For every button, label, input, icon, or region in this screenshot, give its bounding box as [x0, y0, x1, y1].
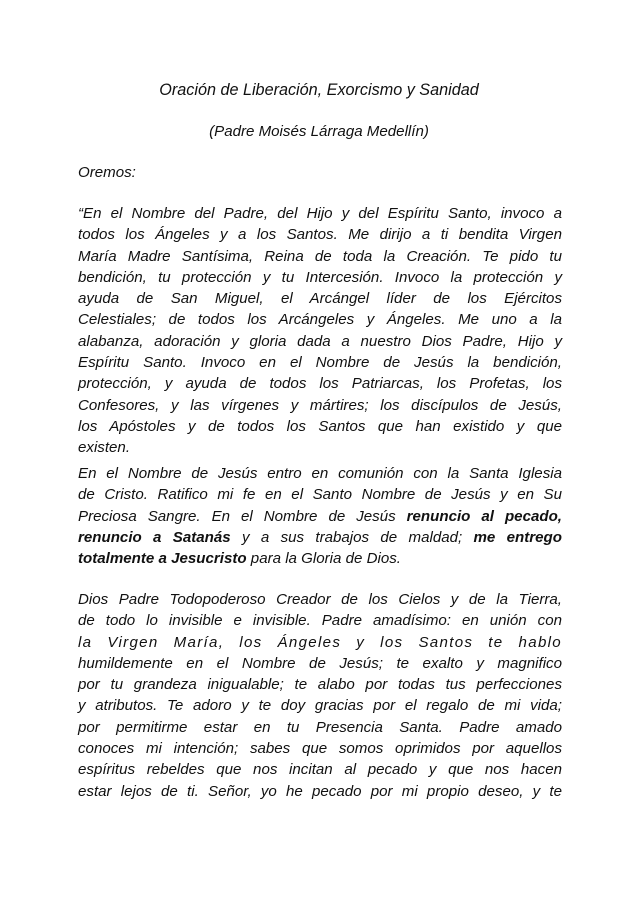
paragraph-invocation — [78, 203, 562, 459]
paragraph-renunciation — [78, 463, 562, 569]
text-line: Celestiales; de todos los Arcángeles y Ángeles. Me uno a la — [78, 311, 562, 329]
text-line: humildemente en el Nombre de Jesús; te exalto y magnifico — [78, 654, 562, 672]
text-line: En el Nombre de Jesús entro en comunión con la Santa Iglesia — [78, 465, 562, 482]
text-line — [78, 548, 562, 569]
text-segment: y a sus trabajos de maldad; — [230, 528, 474, 546]
text-line: Confesores, y las vírgenes y mártires; los discípulos de Jesús, — [78, 396, 562, 414]
text-line: “En el Nombre del Padre, del Hijo y del Espíritu Santo, invoco a — [78, 205, 562, 222]
text-line: la Virgen María, los Ángeles y los Santos te hablo — [78, 633, 562, 651]
paragraph-adoration — [78, 589, 562, 802]
text-line: y atributos. Te adoro y te doy gracias por el regalo de mi vida; — [78, 697, 562, 715]
emphasis-me-entrego: me entrego — [473, 528, 562, 546]
document-title: Oración de Liberación, Exorcismo y Sanidad — [159, 81, 479, 99]
text-line: los Apóstoles y de todos los Santos que han existido y que — [78, 417, 562, 435]
text-segment: para la Gloria de Dios. — [246, 550, 401, 568]
document-subtitle: (Padre Moisés Lárraga Medellín) — [209, 123, 429, 140]
text-line: Dios Padre Todopoderoso Creador de los Cielos y de la Tierra, — [78, 591, 562, 608]
text-line: conoces mi intención; sabes que somos oprimidos por aquellos — [78, 740, 562, 758]
text-line: por tu grandeza inigualable; te alabo por todas tus perfecciones — [78, 676, 562, 694]
text-segment: Preciosa Sangre. En el Nombre de Jesús — [78, 507, 407, 525]
text-line: protección, y ayuda de todos los Patriarcas, los Profetas, los — [78, 375, 562, 393]
text-line: alabanza, adoración y gloria dada a nuestro Dios Padre, Hijo y — [78, 332, 562, 350]
text-line: María Madre Santísima, Reina de toda la Creación. Te pido tu — [78, 247, 562, 265]
text-line: ayuda de San Miguel, el Arcángel líder de los Ejércitos — [78, 290, 562, 308]
text-line: Espíritu Santo. Invoco en el Nombre de Jesús la bendición, — [78, 354, 562, 372]
text-line: por permitirme estar en tu Presencia Santa. Padre amado — [78, 718, 562, 736]
text-line: espíritus rebeldes que nos incitan al pecado y que nos hacen — [78, 761, 562, 779]
text-line: de Cristo. Ratifico mi fe en el Santo Nombre de Jesús y en Su — [78, 486, 562, 504]
emphasis-jesucristo: totalmente a Jesucristo — [78, 550, 247, 568]
text-line: estar lejos de ti. Señor, yo he pecado por mi propio deseo, y te — [78, 782, 562, 800]
text-line — [78, 506, 562, 527]
text-line: existen. — [78, 439, 131, 457]
text-line: bendición, tu protección y tu Intercesión. Invoco la protección y — [78, 268, 562, 286]
text-line: todos los Ángeles y a los Santos. Me dirijo a ti bendita Virgen — [78, 226, 562, 244]
emphasis-renuncio-pecado: renuncio al pecado, — [406, 507, 563, 525]
text-line: de todo lo invisible e invisible. Padre amadísimo: en unión con — [78, 612, 562, 630]
text-line — [78, 527, 562, 548]
emphasis-renuncio-satanas: renuncio a Satanás — [78, 528, 231, 546]
intro-line: Oremos: — [78, 164, 136, 181]
